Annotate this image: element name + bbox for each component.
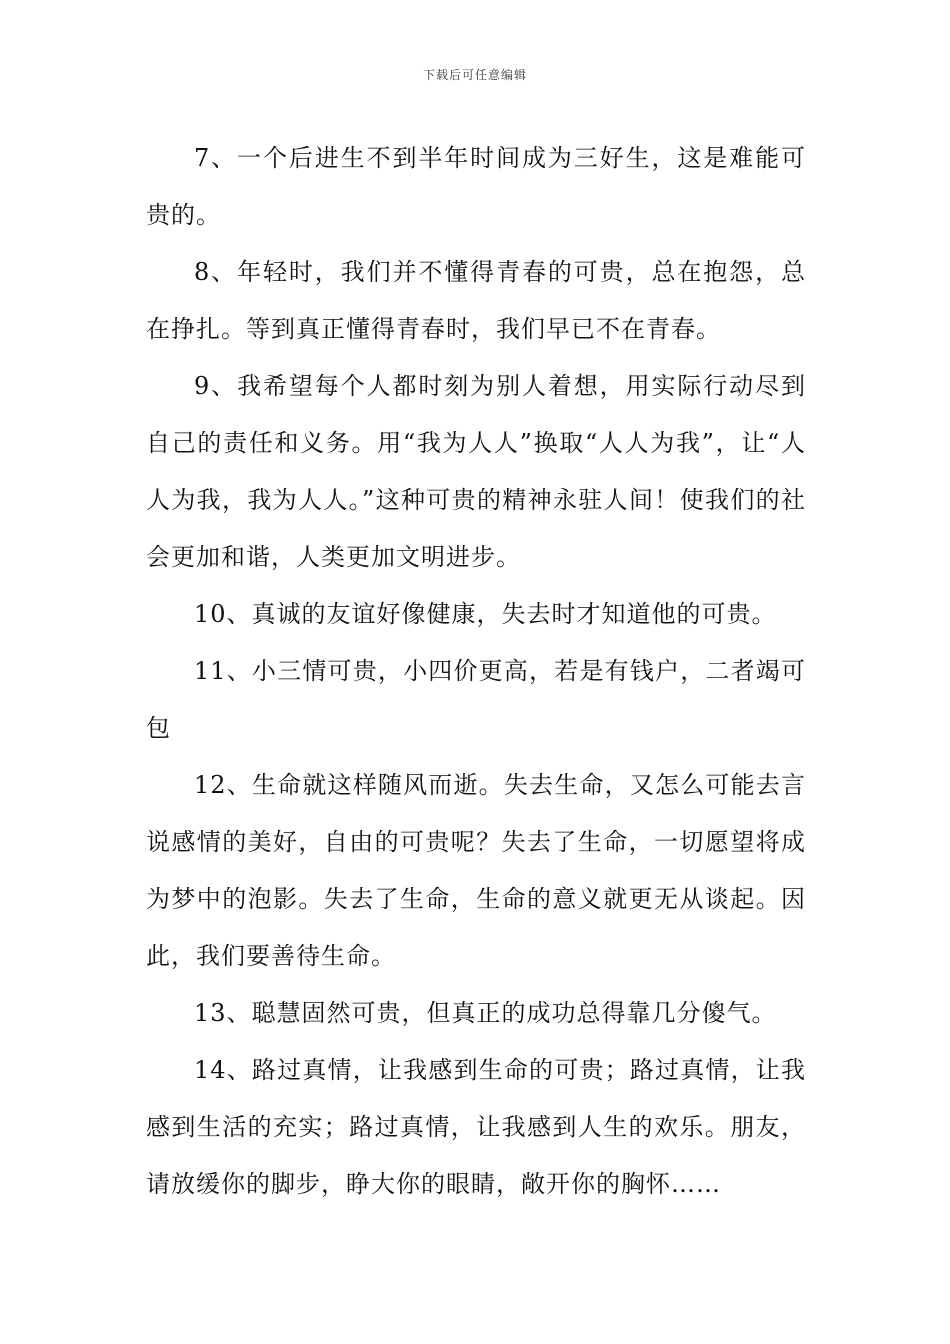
page-header: 下载后可任意编辑 [422,68,527,82]
paragraph-7: 7、一个后进生不到半年时间成为三好生，这是难能可贵的。 [146,144,806,229]
paragraph-8: 8、年轻时，我们并不懂得青春的可贵，总在抱怨，总在挣扎。等到真正懂得青春时，我们早已不在青春。 [146,258,806,343]
paragraph-12: 12、生命就这样随风而逝。失去生命，又怎么可能去言说感情的美好，自由的可贵呢？失去了生命，一切愿望将成为梦中的泡影。失去了生命，生命的意义就更无从谈起。因此，我们要善待生命。 [146,771,806,970]
paragraph-14: 14、路过真情，让我感到生命的可贵；路过真情，让我感到生活的充实；路过真情，让我感到人生的欢乐。朋友，请放缓你的脚步，睁大你的眼睛，敞开你的胸怀…… [146,1056,806,1198]
paragraph-9: 9、我希望每个人都时刻为别人着想，用实际行动尽到自己的责任和义务。用“我为人人”换取“人人为我”，让“人人为我，我为人人。”这种可贵的精神永驻人间！使我们的社会更加和谐，人类更加文明进步。 [146,372,806,571]
paragraph-11: 11、小三情可贵，小四价更高，若是有钱户，二者竭可包 [146,657,806,742]
paragraph-10: 10、真诚的友谊好像健康，失去时才知道他的可贵。 [194,600,777,628]
paragraph-13: 13、聪慧固然可贵，但真正的成功总得靠几分傻气。 [194,999,777,1027]
document-body [146,130,806,1213]
